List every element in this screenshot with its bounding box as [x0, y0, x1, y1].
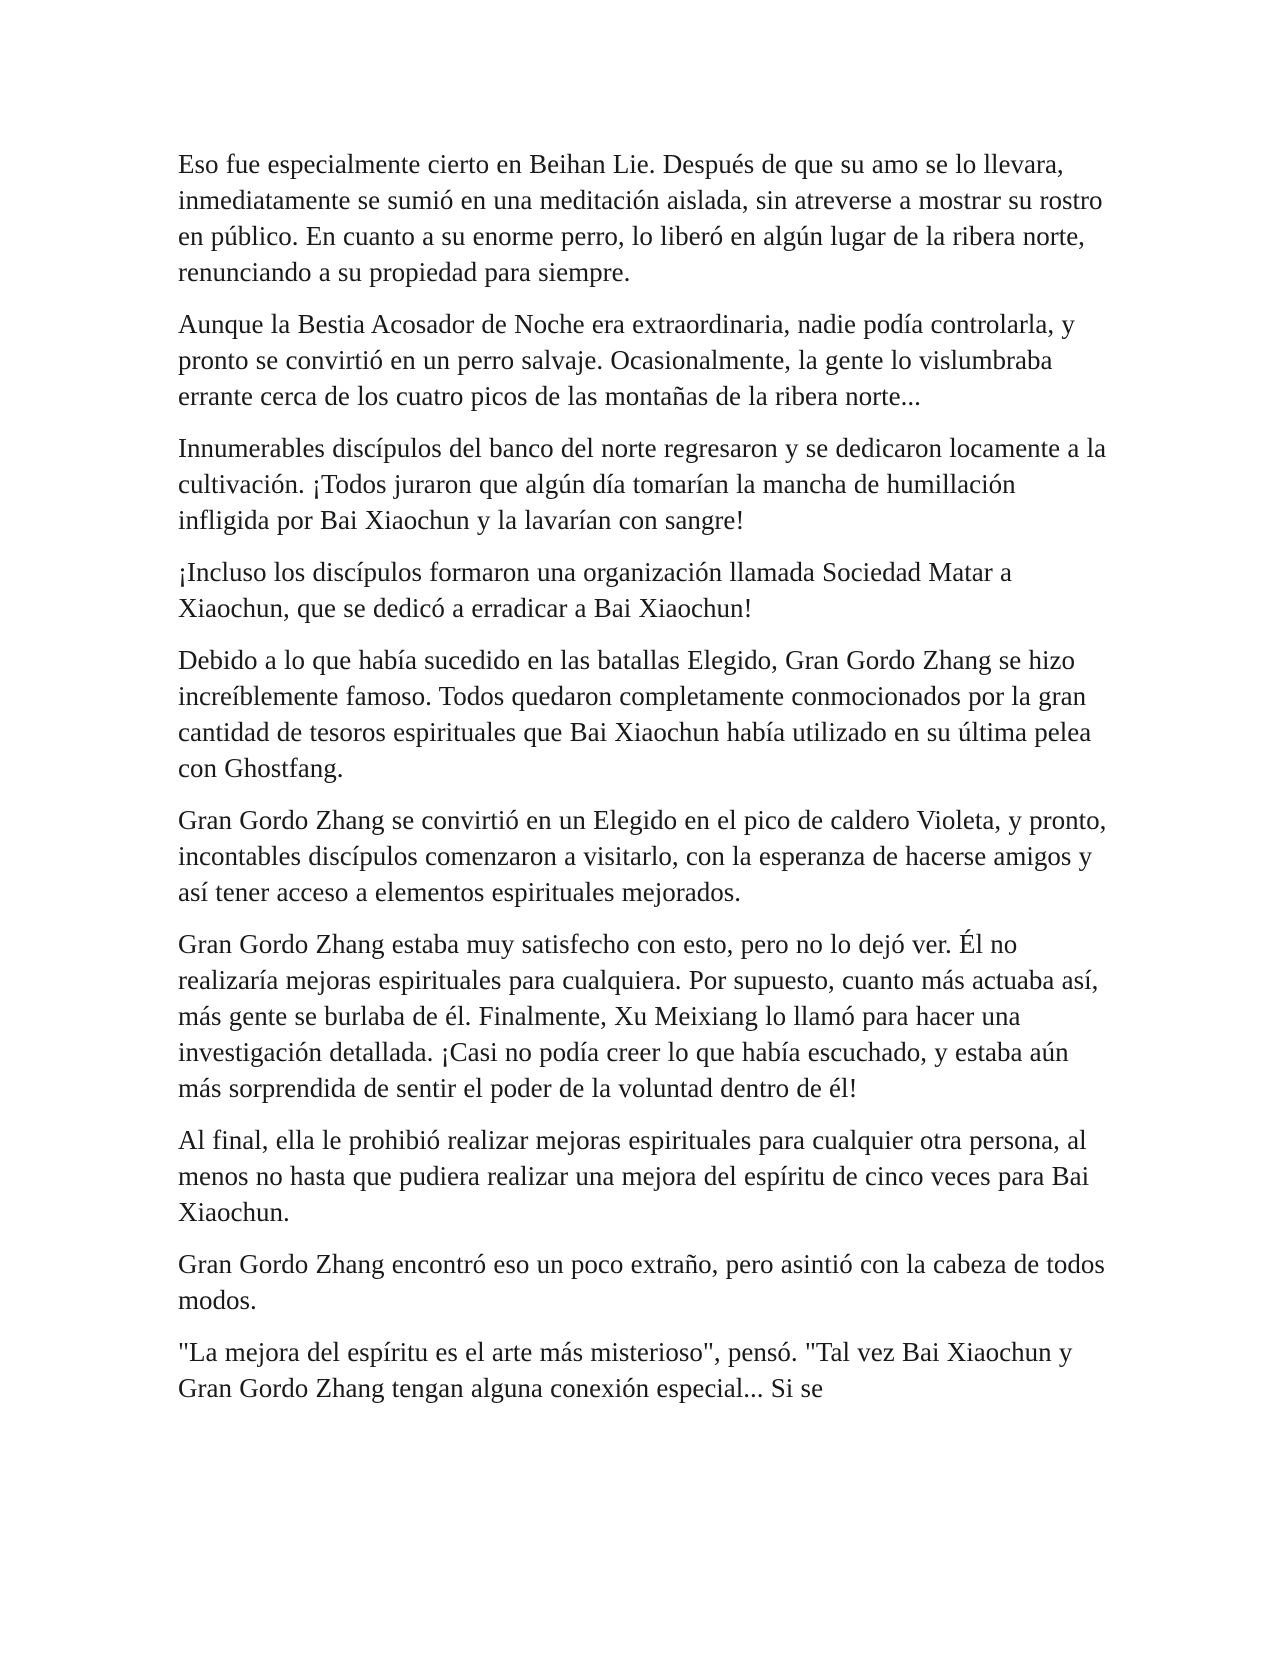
paragraph-5: Debido a lo que había sucedido en las batallas Elegido, Gran Gordo Zhang se hizo increíblemente famoso. Todos quedaron completamente conmocionados por la gran cantidad de tesoros espirituales que Bai Xiaochun había utilizado en su última pelea con Ghostfang. — [178, 645, 1092, 783]
paragraph-4: ¡Incluso los discípulos formaron una organización llamada Sociedad Matar a Xiaochun, que se dedicó a erradicar a Bai Xiaochun! — [178, 557, 1012, 623]
document-body — [178, 146, 1108, 1422]
paragraph-2: Aunque la Bestia Acosador de Noche era extraordinaria, nadie podía controlarla, y pronto se convirtió en un perro salvaje. Ocasionalmente, la gente lo vislumbraba errante cerca de los cuatro picos de las montañas de la ribera norte... — [178, 309, 1075, 411]
paragraph-3: Innumerables discípulos del banco del norte regresaron y se dedicaron locamente a la cultivación. ¡Todos juraron que algún día tomarían la mancha de humillación infligida por Bai Xiaochun y la lavarían con sangre! — [178, 433, 1107, 535]
paragraph-9: Gran Gordo Zhang encontró eso un poco extraño, pero asintió con la cabeza de todos modos. — [178, 1249, 1105, 1315]
paragraph-8: Al final, ella le prohibió realizar mejoras espirituales para cualquier otra persona, al menos no hasta que pudiera realizar una mejora del espíritu de cinco veces para Bai Xiaochun. — [178, 1125, 1090, 1227]
paragraph-6: Gran Gordo Zhang se convirtió en un Elegido en el pico de caldero Violeta, y pronto, incontables discípulos comenzaron a visitarlo, con la esperanza de hacerse amigos y así tener acceso a elementos espirituales mejorados. — [178, 805, 1107, 907]
paragraph-7: Gran Gordo Zhang estaba muy satisfecho con esto, pero no lo dejó ver. Él no realizaría mejoras espirituales para cualquiera. Por supuesto, cuanto más actuaba así, más gente se burlaba de él. Finalmente, Xu Meixiang lo llamó para hacer una investigación detallada. ¡Casi no podía creer lo que había escuchado, y estaba aún más sorprendida de sentir el poder de la voluntad dentro de él! — [178, 929, 1099, 1103]
paragraph-1: Eso fue especialmente cierto en Beihan Lie. Después de que su amo se lo llevara, inmediatamente se sumió en una meditación aislada, sin atreverse a mostrar su rostro en público. En cuanto a su enorme perro, lo liberó en algún lugar de la ribera norte, renunciando a su propiedad para siempre. — [178, 149, 1103, 287]
paragraph-10: "La mejora del espíritu es el arte más misterioso", pensó. "Tal vez Bai Xiaochun y Gran Gordo Zhang tengan alguna conexión especial... Si se — [178, 1337, 1073, 1403]
